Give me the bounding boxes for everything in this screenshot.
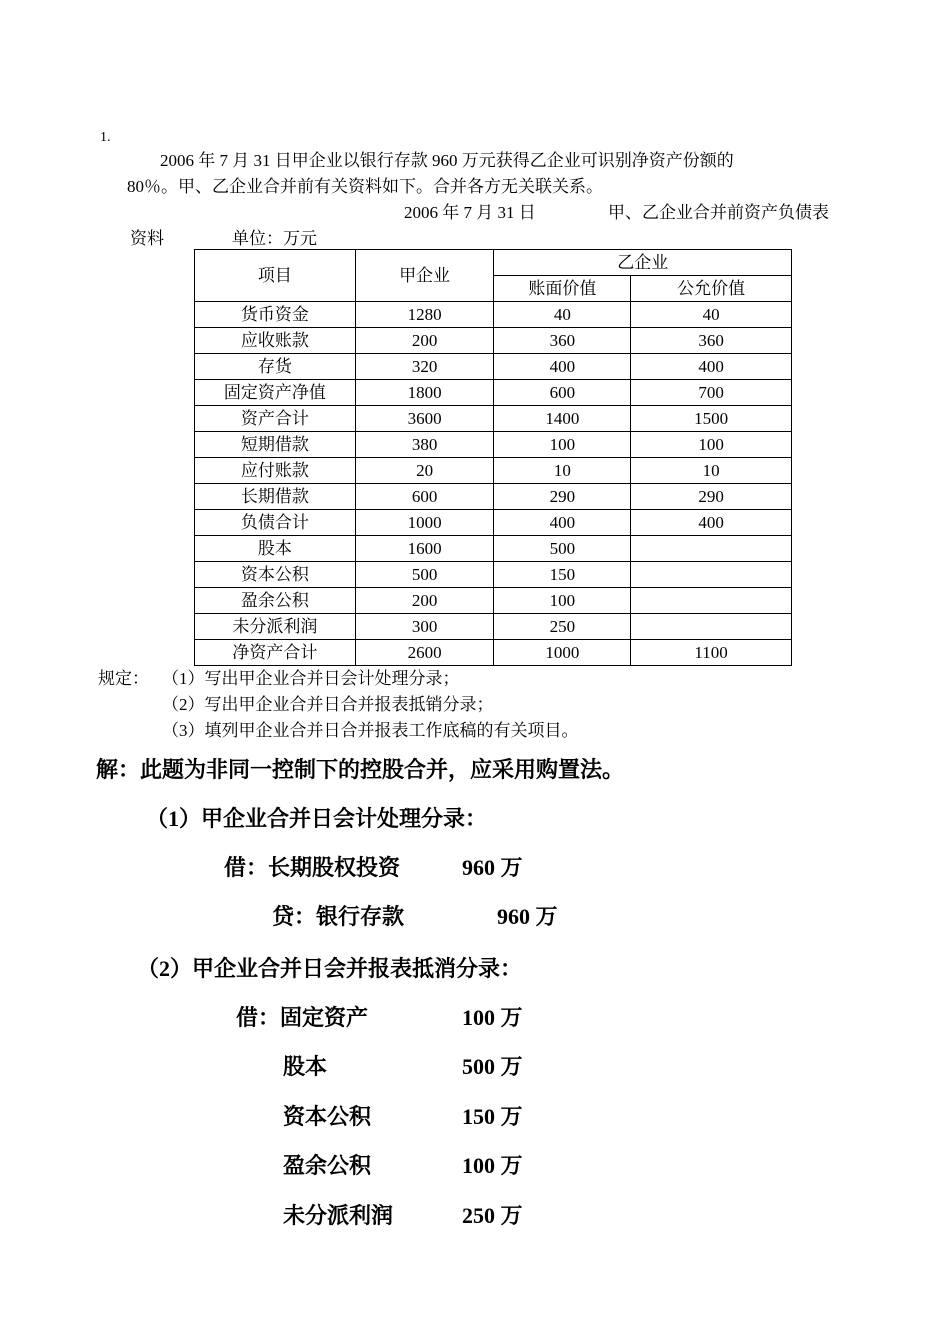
cell-book: 10 (494, 458, 631, 484)
cell-fair (631, 562, 792, 588)
cell-jia: 20 (355, 458, 494, 484)
part2-title: （2）甲企业合并日会并报表抵消分录： (137, 956, 523, 981)
cell-jia: 1000 (355, 510, 494, 536)
cell-item: 负债合计 (195, 510, 356, 536)
table-title: 甲、乙企业合并前资产负债表 (608, 203, 829, 222)
cell-jia: 1280 (355, 302, 494, 328)
header-book-value: 账面价值 (494, 276, 631, 302)
table-row (195, 614, 792, 640)
table-row (195, 458, 792, 484)
part2-line-amount: 500 万 (462, 1054, 523, 1079)
part2-line-amount: 250 万 (462, 1203, 523, 1228)
cell-fair (631, 588, 792, 614)
table-row (195, 562, 792, 588)
cell-book: 290 (494, 484, 631, 510)
cell-fair: 40 (631, 302, 792, 328)
cell-book: 150 (494, 562, 631, 588)
table-caption-left: 资料 (130, 229, 164, 248)
cell-item: 资本公积 (195, 562, 356, 588)
header-yi: 乙企业 (494, 250, 792, 276)
table-date: 2006 年 7 月 31 日 (404, 203, 536, 222)
table-row (195, 640, 792, 666)
cell-item: 资产合计 (195, 406, 356, 432)
cell-fair (631, 614, 792, 640)
cell-jia: 1800 (355, 380, 494, 406)
requirement-3: （3）填列甲企业合并日合并报表工作底稿的有关项目。 (162, 721, 579, 740)
balance-sheet-table (194, 249, 792, 666)
table-row (195, 380, 792, 406)
cell-fair: 400 (631, 354, 792, 380)
cell-fair (631, 536, 792, 562)
part1-title: （1）甲企业合并日会计处理分录： (146, 806, 488, 831)
cell-book: 100 (494, 588, 631, 614)
cell-fair: 360 (631, 328, 792, 354)
cell-item: 净资产合计 (195, 640, 356, 666)
cell-book: 1000 (494, 640, 631, 666)
question-intro-line1: 2006 年 7 月 31 日甲企业以银行存款 960 万元获得乙企业可识别净资产份额的 (160, 151, 734, 170)
cell-book: 250 (494, 614, 631, 640)
cell-jia: 320 (355, 354, 494, 380)
part1-debit-amount: 960 万 (462, 855, 523, 880)
cell-fair: 1100 (631, 640, 792, 666)
requirement-2: （2）写出甲企业合并日合并报表抵销分录； (162, 695, 494, 714)
cell-fair: 10 (631, 458, 792, 484)
cell-jia: 3600 (355, 406, 494, 432)
cell-book: 360 (494, 328, 631, 354)
cell-item: 应付账款 (195, 458, 356, 484)
cell-item: 固定资产净值 (195, 380, 356, 406)
cell-fair: 1500 (631, 406, 792, 432)
cell-fair: 400 (631, 510, 792, 536)
table-row (195, 406, 792, 432)
part2-line-amount: 100 万 (462, 1153, 523, 1178)
cell-item: 长期借款 (195, 484, 356, 510)
cell-jia: 600 (355, 484, 494, 510)
cell-item: 盈余公积 (195, 588, 356, 614)
table-unit: 单位：万元 (232, 229, 317, 248)
cell-book: 100 (494, 432, 631, 458)
table-row (195, 354, 792, 380)
table-row (195, 328, 792, 354)
cell-book: 1400 (494, 406, 631, 432)
solution-intro: 解：此题为非同一控制下的控股合并，应采用购置法。 (96, 757, 625, 782)
part1-debit: 借：长期股权投资 (224, 855, 401, 880)
cell-jia: 200 (355, 588, 494, 614)
cell-book: 40 (494, 302, 631, 328)
cell-fair: 290 (631, 484, 792, 510)
cell-fair: 700 (631, 380, 792, 406)
part1-credit-amount: 960 万 (497, 904, 558, 929)
cell-item: 存货 (195, 354, 356, 380)
cell-book: 400 (494, 510, 631, 536)
table-row (195, 588, 792, 614)
cell-item: 未分派利润 (195, 614, 356, 640)
cell-item: 股本 (195, 536, 356, 562)
part2-line-label: 股本 (283, 1054, 328, 1079)
cell-item: 应收账款 (195, 328, 356, 354)
cell-jia: 1600 (355, 536, 494, 562)
table-row (195, 536, 792, 562)
table-row (195, 484, 792, 510)
table-row (195, 432, 792, 458)
cell-book: 400 (494, 354, 631, 380)
cell-fair: 100 (631, 432, 792, 458)
header-fair-value: 公允价值 (631, 276, 792, 302)
cell-book: 500 (494, 536, 631, 562)
part2-line-label: 资本公积 (283, 1104, 372, 1129)
requirements-label: 规定： (98, 669, 149, 688)
cell-jia: 200 (355, 328, 494, 354)
cell-jia: 500 (355, 562, 494, 588)
cell-jia: 380 (355, 432, 494, 458)
cell-item: 货币资金 (195, 302, 356, 328)
part2-line-label: 盈余公积 (283, 1153, 372, 1178)
table-row (195, 302, 792, 328)
part2-line-label: 未分派利润 (283, 1203, 394, 1228)
part2-line-label: 借：固定资产 (236, 1005, 369, 1030)
header-item: 项目 (195, 250, 356, 302)
part1-credit: 贷：银行存款 (272, 904, 405, 929)
header-jia: 甲企业 (355, 250, 494, 302)
cell-book: 600 (494, 380, 631, 406)
cell-jia: 300 (355, 614, 494, 640)
table-row (195, 510, 792, 536)
question-number: 1. (100, 130, 111, 145)
part2-line-amount: 100 万 (462, 1005, 523, 1030)
cell-jia: 2600 (355, 640, 494, 666)
question-intro-line2: 80％。甲、乙企业合并前有关资料如下。合并各方无关联关系。 (127, 177, 603, 196)
part2-line-amount: 150 万 (462, 1104, 523, 1129)
requirement-1: （1）写出甲企业合并日会计处理分录； (162, 669, 460, 688)
cell-item: 短期借款 (195, 432, 356, 458)
